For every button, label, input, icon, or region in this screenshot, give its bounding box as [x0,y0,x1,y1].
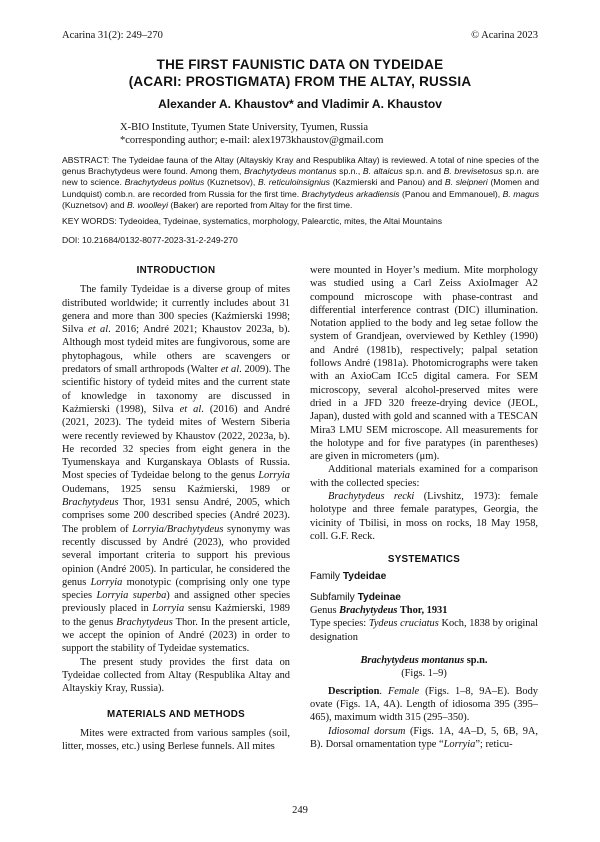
affiliation: X-BIO Institute, Tyumen State University, Tyumen, Russia [120,122,368,133]
page-number: 249 [292,805,308,816]
abstract: ABSTRACT: The Tydeidae fauna of the Altay (Altayskiy Kray and Respublika Altay) is reviewed. A total of nine species of the genus Brachytydeus were found. Among them, Brachytydeus montanus sp.n., B. altaicus sp.n. and B. brevisetosus sp.n. are new to science. Brachytydeus politus (Kuznetsov), B. reticuloinsignius (Kazmierski and Panou) and B. sleipneri (Momen and Lundquist) comb.n. are recorded from Russia for the first time. Brachytydeus arkadiensis (Panou and Emmanouel), B. magus (Kuznetsov) and B. woolleyi (Baker) are reported from Altay for the first time. [62,155,540,210]
materials-paragraph-1: Mites were extracted from various samples (soil, litter, mosses, etc.) using Berlese funnels. All mites [62,727,290,753]
species-figures: (Figs. 1–9) [401,668,447,680]
idiosomal-dorsum-paragraph: Idiosomal dorsum (Figs. 1A, 4A–D, 5, 6B, 9A, B). Dorsal ornamentation type “Lorryia”; reticu- [310,725,538,750]
methods-paragraph-cont: were mounted in Hoyer’s medium. Mite morphology was studied using a Carl Zeiss AxioImager A2 compound microscope with phase-contrast and differential interference contrast (DIC) illumination. Notation applied to the body and leg setae follow the system of Grandjean, overviewed by Kethley (1990) and André (1981b), respectively; palpal setation follows André (1981a). Photomicrographs were taken with an AxioCam ICc5 digital camera. For SEM microscopy, several alcohol-preserved mites were dried in a JFD 320 freeze-drying device (JEOL, Japan), dusted with gold and scanned with a TESCAN Mira3 LMU SEM microscope. All measurements for the holotype and for five paratypes (in parentheses) are given in micrometers (μm). [310,265,538,463]
species-heading: Brachytydeus montanus sp.n. [360,655,488,667]
keywords: KEY WORDS: Tydeoidea, Tydeinae, systematics, morphology, Palearctic, mites, the Altai Mountains [62,216,443,226]
right-column [310,264,538,751]
corresponding-email: *corresponding author; e-mail: alex1973khaustov@gmail.com [120,135,384,146]
genus-line: Genus Brachytydeus Thor, 1931 [310,605,448,617]
journal-citation: Acarina 31(2): 249–270 [62,30,163,41]
doi: DOI: 10.21684/0132-8077-2023-31-2-249-270 [62,235,238,245]
introduction-heading: INTRODUCTION [136,265,216,276]
article-title-line2: (ACARI: PROSTIGMATA) FROM THE ALTAY, RUSSIA [128,74,472,89]
intro-paragraph-2: The present study provides the first data on Tydeidae collected from Altay (Respublika Altay and Altayskiy Kray, Russia). [62,656,290,695]
intro-paragraph-1: The family Tydeidae is a diverse group of mites distributed worldwide; it currently includes about 31 genera and more than 300 species (Kaźmierski 1998; Silva et al. 2016; André 2021; Khaustov 2023a, b). Although most tydeid mites are fungivorous, some are phytophagous, while others are scavengers or predators of small arthropods (Walter et al. 2009). The scientific history of tydeid mites and the current state of knowledge in taxonomy are discussed in Kaźmierski (1998), Silva et al. (2016) and André (2021, 2023). The tydeid mites of Western Siberia were recently reviewed by Khaustov (2022, 2023a, b). He recorded 32 species from eight genera in the Tyumenskaya and Kurganskaya Oblasts of Russia. Most species of Tydeidae belong to the genus Lorryia Oudemans, 1925 sensu Kaźmierski, 1989 or Brachytydeus Thor, 1931 sensu André, 2005, which comprises some 200 described species (André 2023). The problem of Lorryia/Brachytydeus synonymy was recently discussed by André (2023), who provided several important criteria to support his previous opinion (André 2005). In particular, he considered the genus Lorryia monotypic (comprising only one type species Lorryia superba) and assigned other species previously placed in Lorryia sensu Kaźmierski, 1989 to the genus Brachytydeus Thor. In the present article, we accept the opinion of André (2023) in order to support the stability of Tydeidae systematics. [62,284,291,655]
subfamily-line: Subfamily Tydeinae [310,591,401,603]
copyright: © Acarina 2023 [471,30,538,41]
brachytydeus-recki-paragraph: Brachytydeus recki (Livshitz, 1973): female holotype and three female paratypes, Georgia, the vicinity of Tbilisi, in moss on rocks, 18 May 1958, coll. G.F. Reck. [310,491,538,542]
authors: Alexander A. Khaustov* and Vladimir A. Khaustov [158,97,442,111]
left-column [62,264,290,753]
type-species-line: Type species: Tydeus cruciatus Koch, 1838 by original designation [310,618,538,643]
article-title-line1: THE FIRST FAUNISTIC DATA ON TYDEIDAE [156,57,444,72]
systematics-heading: SYSTEMATICS [387,554,461,566]
additional-materials-paragraph: Additional materials examined for a comparison with the collected species: [310,464,538,489]
description-paragraph: Description. Female (Figs. 1–8, 9A–E). Body ovate (Figs. 1A, 4A). Length of idiosoma 395 (395–465), maximum width 315 (295–350). [310,685,538,724]
family-line: Family Tydeidae [310,570,387,582]
materials-methods-heading: MATERIALS AND METHODS [106,708,245,720]
